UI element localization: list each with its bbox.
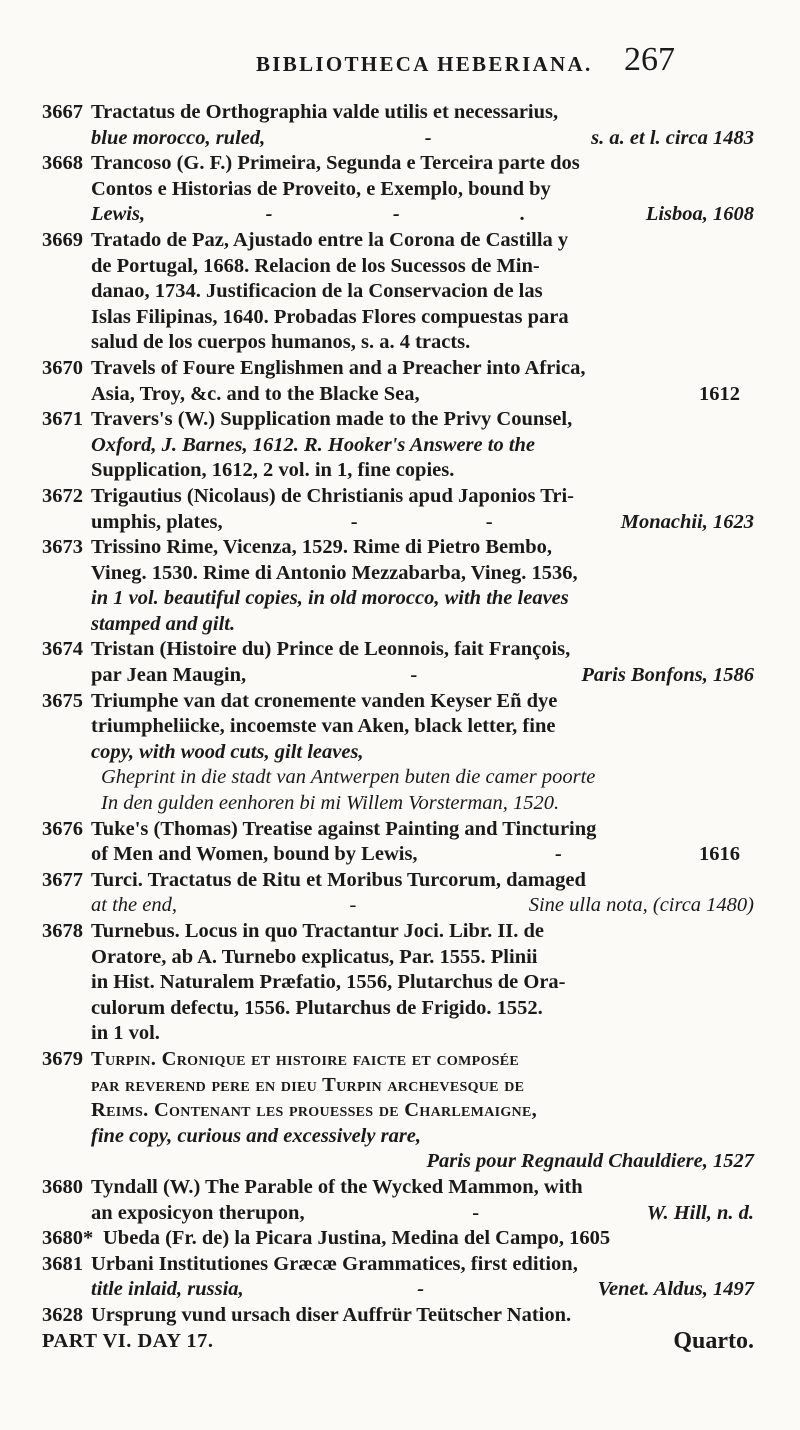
entry-line: Trigautius (Nicolaus) de Christianis apud Japonios Tri- bbox=[91, 484, 574, 507]
entry-line: Triumphe van dat cronemente vanden Keyser Eñ dye bbox=[91, 689, 558, 712]
entry-line: of Men and Women, bound by Lewis, - 1616 bbox=[91, 843, 741, 866]
entry-line: in Hist. Naturalem Præfatio, 1556, Plutarchus de Ora- bbox=[91, 971, 566, 994]
entry-line: Urbani Institutiones Græcæ Grammatices, first edition, bbox=[91, 1252, 578, 1275]
lot-number: 3669 bbox=[42, 228, 83, 251]
entry-line: copy, with wood cuts, gilt leaves, bbox=[91, 740, 364, 763]
catalogue-entry bbox=[42, 919, 754, 1047]
lot-number: 3675 bbox=[42, 689, 83, 712]
entry-line: Ursprung vund ursach diser Auffrür Teütscher Nation. bbox=[91, 1303, 572, 1326]
lot-number: 3674 bbox=[42, 638, 83, 661]
entry-line: Supplication, 1612, 2 vol. in 1, fine copies. bbox=[91, 459, 455, 482]
lot-number: 3673 bbox=[42, 536, 83, 559]
entry-line: Vineg. 1530. Rime di Antonio Mezzabarba, Vineg. 1536, bbox=[91, 561, 578, 584]
lot-number: 3676 bbox=[42, 817, 83, 840]
lot-number: 3681 bbox=[42, 1252, 83, 1275]
lot-number: 3679 bbox=[42, 1047, 83, 1070]
entry-line: de Portugal, 1668. Relacion de los Sucessos de Min- bbox=[91, 254, 540, 277]
catalogue-entry bbox=[42, 1226, 754, 1252]
lot-number: 3677 bbox=[42, 868, 83, 891]
entry-line: Turpin. Cronique et histoire faicte et composée bbox=[91, 1047, 520, 1070]
entry-line: Oratore, ab A. Turnebo explicatus, Par. 1555. Plinii bbox=[91, 945, 538, 968]
entry-line: Turci. Tractatus de Ritu et Moribus Turcorum, damaged bbox=[91, 868, 586, 891]
entry-line: Turnebus. Locus in quo Tractantur Joci. Libr. II. de bbox=[91, 920, 545, 942]
lot-number: 3680* bbox=[42, 1227, 94, 1250]
catalogue-entry bbox=[42, 637, 754, 688]
entry-line: in 1 vol. bbox=[91, 1022, 160, 1045]
entry-line: par Jean Maugin, - Paris Bonfons, 1586 bbox=[91, 664, 754, 687]
catalogue-entry bbox=[42, 484, 754, 535]
entry-line: blue morocco, ruled, - s. a. et l. circa 1483 bbox=[91, 126, 755, 149]
page-header bbox=[0, 38, 800, 88]
catalogue-entry bbox=[42, 535, 754, 637]
lot-number: 3670 bbox=[42, 356, 83, 379]
catalogue-entry bbox=[42, 1252, 754, 1303]
signature-mark: PART VI. DAY 17. bbox=[42, 1329, 214, 1352]
entry-line: in 1 vol. beautiful copies, in old morocco, with the leaves bbox=[91, 587, 569, 610]
entry-line: danao, 1734. Justificacion de la Conservacion de las bbox=[91, 280, 543, 303]
entry-line: Ubeda (Fr. de) la Picara Justina, Medina del Campo, 1605 bbox=[103, 1227, 611, 1250]
entry-line: Contos e Historias de Proveito, e Exemplo, bound by bbox=[91, 177, 551, 200]
entry-line: stamped and gilt. bbox=[91, 612, 236, 635]
entry-line: Trancoso (G. F.) Primeira, Segunda e Terceira parte dos bbox=[91, 152, 580, 175]
entry-line: Travers's (W.) Supplication made to the Privy Counsel, bbox=[91, 408, 573, 431]
catalogue-entry bbox=[42, 868, 754, 919]
entry-line: In den gulden eenhoren bi mi Willem Vorsterman, 1520. bbox=[101, 792, 560, 815]
entry-line: Tyndall (W.) The Parable of the Wycked Mammon, with bbox=[91, 1175, 583, 1198]
lot-number: 3668 bbox=[42, 152, 83, 175]
entry-line: par reverend pere en dieu Turpin archevesque de bbox=[91, 1073, 525, 1096]
lot-number: 3678 bbox=[42, 920, 83, 942]
catalogue-entry bbox=[42, 817, 754, 868]
entry-line: Oxford, J. Barnes, 1612. R. Hooker's Answere to the bbox=[91, 433, 536, 456]
catchword: Quarto. bbox=[673, 1327, 754, 1354]
lot-number: 3680 bbox=[42, 1175, 83, 1198]
catalogue-entry bbox=[42, 1303, 754, 1329]
entry-line: culorum defectu, 1556. Plutarchus de Frigido. 1552. bbox=[91, 996, 543, 1019]
entry-line: Reims. Contenant les prouesses de Charlemaigne, bbox=[91, 1099, 538, 1122]
entry-line: Paris pour Regnauld Chauldiere, 1527 bbox=[426, 1150, 754, 1173]
entry-line: umphis, plates, - - Monachii, 1623 bbox=[91, 510, 754, 533]
lot-number: 3672 bbox=[42, 484, 83, 507]
entry-line: title inlaid, russia, - Venet. Aldus, 1497 bbox=[91, 1278, 755, 1301]
catalogue-entry bbox=[42, 1047, 754, 1175]
catalogue-entry bbox=[42, 407, 754, 484]
entry-line: fine copy, curious and excessively rare, bbox=[91, 1124, 422, 1147]
catalogue-entry bbox=[42, 151, 754, 228]
page-number: 267 bbox=[624, 41, 675, 78]
page-footer bbox=[42, 1329, 754, 1355]
catalogue-entry bbox=[42, 356, 754, 407]
entry-line: Tractatus de Orthographia valde utilis et necessarius, bbox=[91, 101, 559, 123]
entry-line: triumpheliicke, incoemste van Aken, black letter, fine bbox=[91, 715, 556, 738]
entry-line: Lewis, - - . Lisboa, 1608 bbox=[91, 203, 755, 226]
entry-line: Gheprint in die stadt van Antwerpen buten die camer poorte bbox=[101, 766, 596, 789]
lot-number: 3671 bbox=[42, 408, 83, 431]
catalogue-entries bbox=[42, 100, 754, 1354]
running-title: BIBLIOTHECA HEBERIANA. bbox=[256, 52, 593, 76]
entry-line: Islas Filipinas, 1640. Probadas Flores compuestas para bbox=[91, 305, 569, 328]
lot-number: 3628 bbox=[42, 1303, 83, 1326]
entry-line: at the end, - Sine ulla nota, (circa 1480) bbox=[91, 894, 755, 917]
catalogue-entry bbox=[42, 689, 754, 817]
entry-line: Tuke's (Thomas) Treatise against Painting and Tincturing bbox=[91, 817, 597, 840]
lot-number: 3667 bbox=[42, 101, 83, 123]
entry-line: an exposicyon therupon, - W. Hill, n. d. bbox=[91, 1201, 754, 1224]
entry-line: Tratado de Paz, Ajustado entre la Corona de Castilla y bbox=[91, 228, 569, 251]
entry-line: Travels of Foure Englishmen and a Preacher into Africa, bbox=[91, 356, 586, 379]
catalogue-entry bbox=[42, 1175, 754, 1226]
catalogue-entry bbox=[42, 100, 754, 151]
entry-line: salud de los cuerpos humanos, s. a. 4 tracts. bbox=[91, 331, 471, 354]
entry-line: Asia, Troy, &c. and to the Blacke Sea, 1612 bbox=[91, 382, 740, 405]
entry-line: Tristan (Histoire du) Prince de Leonnois, fait François, bbox=[91, 638, 571, 661]
catalogue-entry bbox=[42, 228, 754, 356]
entry-line: Trissino Rime, Vicenza, 1529. Rime di Pietro Bembo, bbox=[91, 536, 553, 559]
